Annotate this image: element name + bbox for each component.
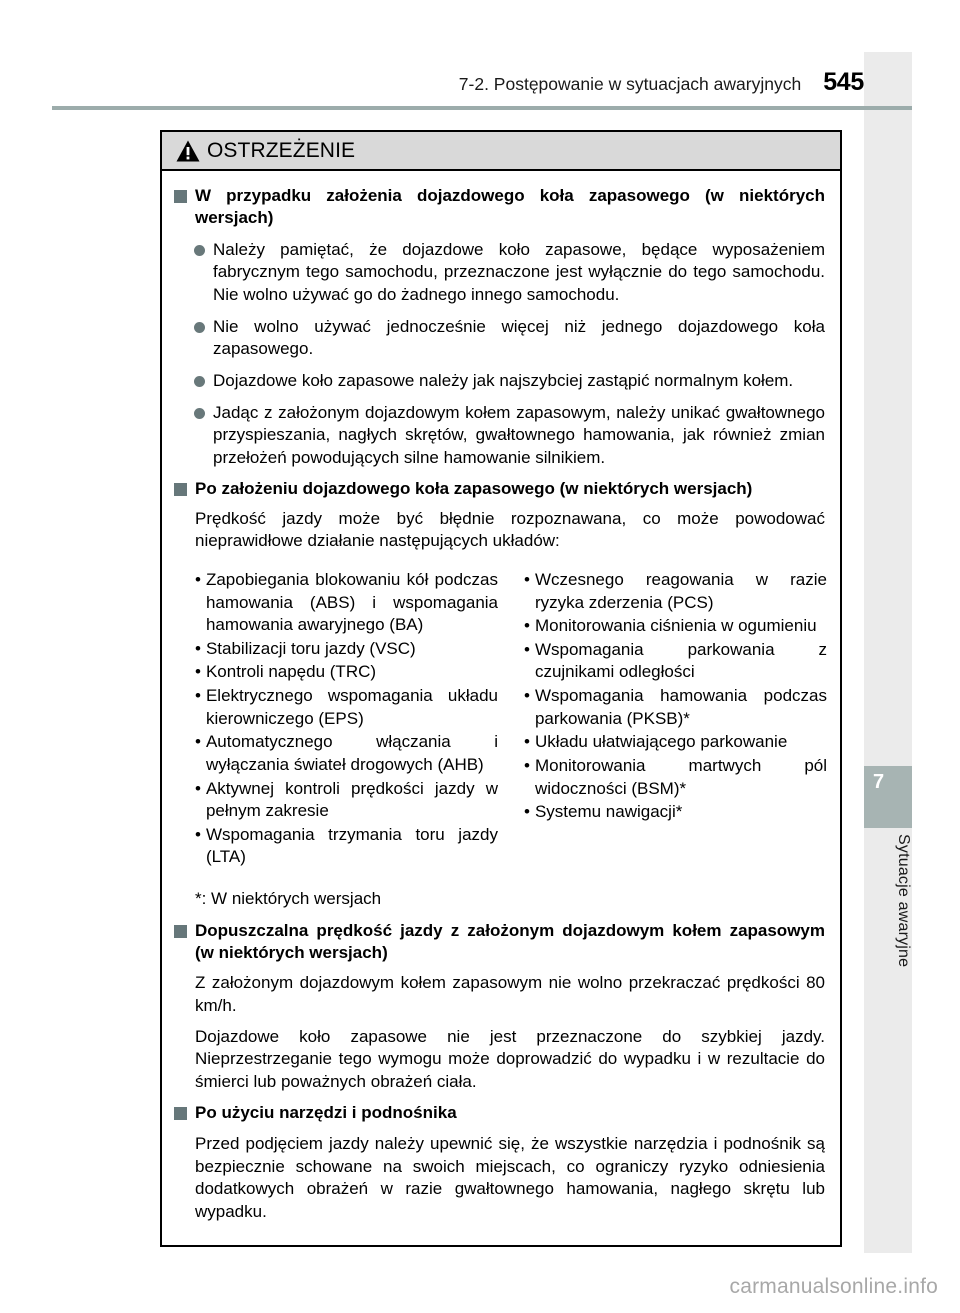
square-marker-icon — [174, 925, 187, 938]
dot-marker-icon — [194, 376, 205, 387]
warning-title: OSTRZEŻENIE — [207, 138, 356, 162]
list-item-text: Nie wolno używać jednocześnie więcej niż jednego dojazdowego koła zapasowego. — [213, 316, 825, 359]
list-item-text: Systemu nawigacji* — [534, 802, 683, 822]
list-item — [174, 239, 825, 307]
list-item-text: Aktywnej kontroli prędkości jazdy w pełnym zakresie — [205, 778, 498, 821]
list-item — [195, 661, 498, 684]
list-item — [195, 824, 498, 869]
header-section-title: 7-2. Postępowanie w sytuacjach awaryjnych — [458, 74, 802, 94]
list-item — [524, 755, 827, 800]
bullet-icon: • — [524, 570, 530, 590]
systems-two-column-list — [174, 569, 825, 870]
bullet-icon: • — [524, 639, 530, 659]
dot-marker-icon — [194, 245, 205, 256]
bullet-icon: • — [195, 732, 201, 752]
list-item — [524, 731, 827, 754]
list-item — [524, 639, 827, 684]
warning-box — [160, 130, 842, 1247]
list-item — [174, 316, 825, 361]
bullet-icon: • — [524, 686, 530, 706]
list-item — [524, 801, 827, 824]
list-item-text: Dojazdowe koło zapasowe należy jak najszybciej zastąpić normalnym kołem. — [213, 370, 794, 390]
page-number: 545 — [823, 68, 864, 96]
list-item-text: Jadąc z założonym dojazdowym kołem zapasowym, należy unikać gwałtownego przyspieszania, nagłych skrętów, gwałtownego hamowania, jak również zmian przełożeń powodujących silne hamowanie silnikiem. — [213, 402, 825, 467]
section-heading-text: Dopuszczalna prędkość jazdy z założonym dojazdowym kołem zapasowym (w niektórych wersjach) — [195, 920, 825, 962]
bullet-icon: • — [195, 638, 201, 658]
square-marker-icon — [174, 483, 187, 496]
systems-column-right — [524, 569, 827, 870]
section-heading-text: Po użyciu narzędzi i podnośnika — [195, 1103, 457, 1123]
list-item — [195, 569, 498, 637]
paragraph: Dojazdowe koło zapasowe nie jest przeznaczone do szybkiej jazdy. Nieprzestrzeganie tego wymogu może doprowadzić do wypadku i w rezultacie do śmierci lub poważnych obrażeń ciała. — [195, 1026, 825, 1091]
dot-marker-icon — [194, 322, 205, 333]
right-edge-rail — [864, 52, 912, 1253]
bullet-icon: • — [524, 732, 530, 752]
section-intro-text: Prędkość jazdy może być błędnie rozpoznawana, co może powodować nieprawidłowe działanie następujących układów: — [195, 508, 825, 551]
paragraph: Przed podjęciem jazdy należy upewnić się, że wszystkie narzędzia i podnośnik są bezpiecznie schowane na swoich miejscach, co ograniczy ryzyko odniesienia dodatkowych obrażeń w razie gwałtownego hamowania, nagłego skrętu lub wypadku. — [195, 1133, 825, 1221]
chapter-label: Sytuacje awaryjne — [895, 834, 912, 968]
list-item-text: Monitorowania ciśnienia w ogumieniu — [534, 616, 817, 636]
list-item-text: Kontroli napędu (TRC) — [205, 662, 377, 682]
dot-marker-icon — [194, 408, 205, 419]
section-heading-text: Po założeniu dojazdowego koła zapasowego (w niektórych wersjach) — [195, 479, 753, 499]
bullet-icon: • — [524, 802, 530, 822]
list-item — [195, 685, 498, 730]
bullet-icon: • — [195, 570, 201, 590]
square-marker-icon — [174, 190, 187, 203]
list-item-text: Elektrycznego wspomagania układu kierowniczego (EPS) — [205, 686, 498, 728]
list-item — [174, 402, 825, 470]
section-heading — [174, 185, 825, 230]
section-heading-text: W przypadku założenia dojazdowego koła zapasowego (w niektórych wersjach) — [195, 186, 825, 228]
list-item-text: Wspomagania trzymania toru jazdy (LTA) — [205, 824, 498, 867]
list-item — [174, 370, 825, 393]
bullet-icon: • — [195, 662, 201, 682]
list-item-text: Stabilizacji toru jazdy (VSC) — [205, 638, 416, 658]
list-item — [524, 615, 827, 638]
section-heading — [174, 478, 825, 500]
watermark: carmanualsonline.info — [729, 1275, 938, 1298]
list-item-text: Należy pamiętać, że dojazdowe koło zapasowe, będące wyposażeniem fabrycznym tego samochodu, przeznaczone jest wyłącznie do tego samochodu. Nie wolno używać go do żadnego innego samochodu. — [213, 239, 825, 305]
footnote: *: W niektórych wersjach — [195, 888, 382, 908]
list-item — [524, 569, 827, 614]
chapter-number: 7 — [873, 771, 885, 793]
list-item-text: Układu ułatwiającego parkowanie — [534, 732, 788, 752]
list-item-text: Wspomagania hamowania podczas parkowania (PKSB)* — [534, 686, 827, 728]
page-header — [52, 68, 864, 102]
header-inner — [459, 68, 864, 97]
list-item-text: Wczesnego reagowania w razie ryzyka zderzenia (PCS) — [534, 570, 827, 612]
paragraph: Z założonym dojazdowym kołem zapasowym nie wolno przekraczać prędkości 80 km/h. — [195, 973, 825, 1016]
list-item — [195, 731, 498, 776]
bullet-icon: • — [195, 686, 201, 706]
list-item-text: Automatycznego włączania i wyłączania świateł drogowych (AHB) — [205, 732, 498, 774]
warning-body — [162, 171, 840, 1245]
list-item-text: Monitorowania martwych pól widoczności (BSM)* — [534, 755, 827, 798]
bullet-icon: • — [195, 778, 201, 798]
list-item-text: Zapobiegania blokowaniu kół podczas hamowania (ABS) i wspomagania hamowania awaryjnego (BA) — [205, 570, 498, 635]
list-item — [195, 638, 498, 661]
header-divider — [52, 106, 912, 110]
list-item — [195, 778, 498, 823]
list-item-text: Wspomagania parkowania z czujnikami odległości — [534, 639, 827, 682]
systems-column-left — [195, 569, 498, 870]
list-item — [524, 685, 827, 730]
section-heading — [174, 1102, 825, 1124]
bullet-icon: • — [524, 616, 530, 636]
chapter-tab — [864, 766, 912, 828]
square-marker-icon — [174, 1107, 187, 1120]
warning-triangle-icon — [176, 140, 200, 162]
warning-header — [162, 132, 840, 171]
bullet-icon: • — [524, 755, 530, 775]
section-heading — [174, 920, 825, 965]
bullet-icon: • — [195, 824, 201, 844]
